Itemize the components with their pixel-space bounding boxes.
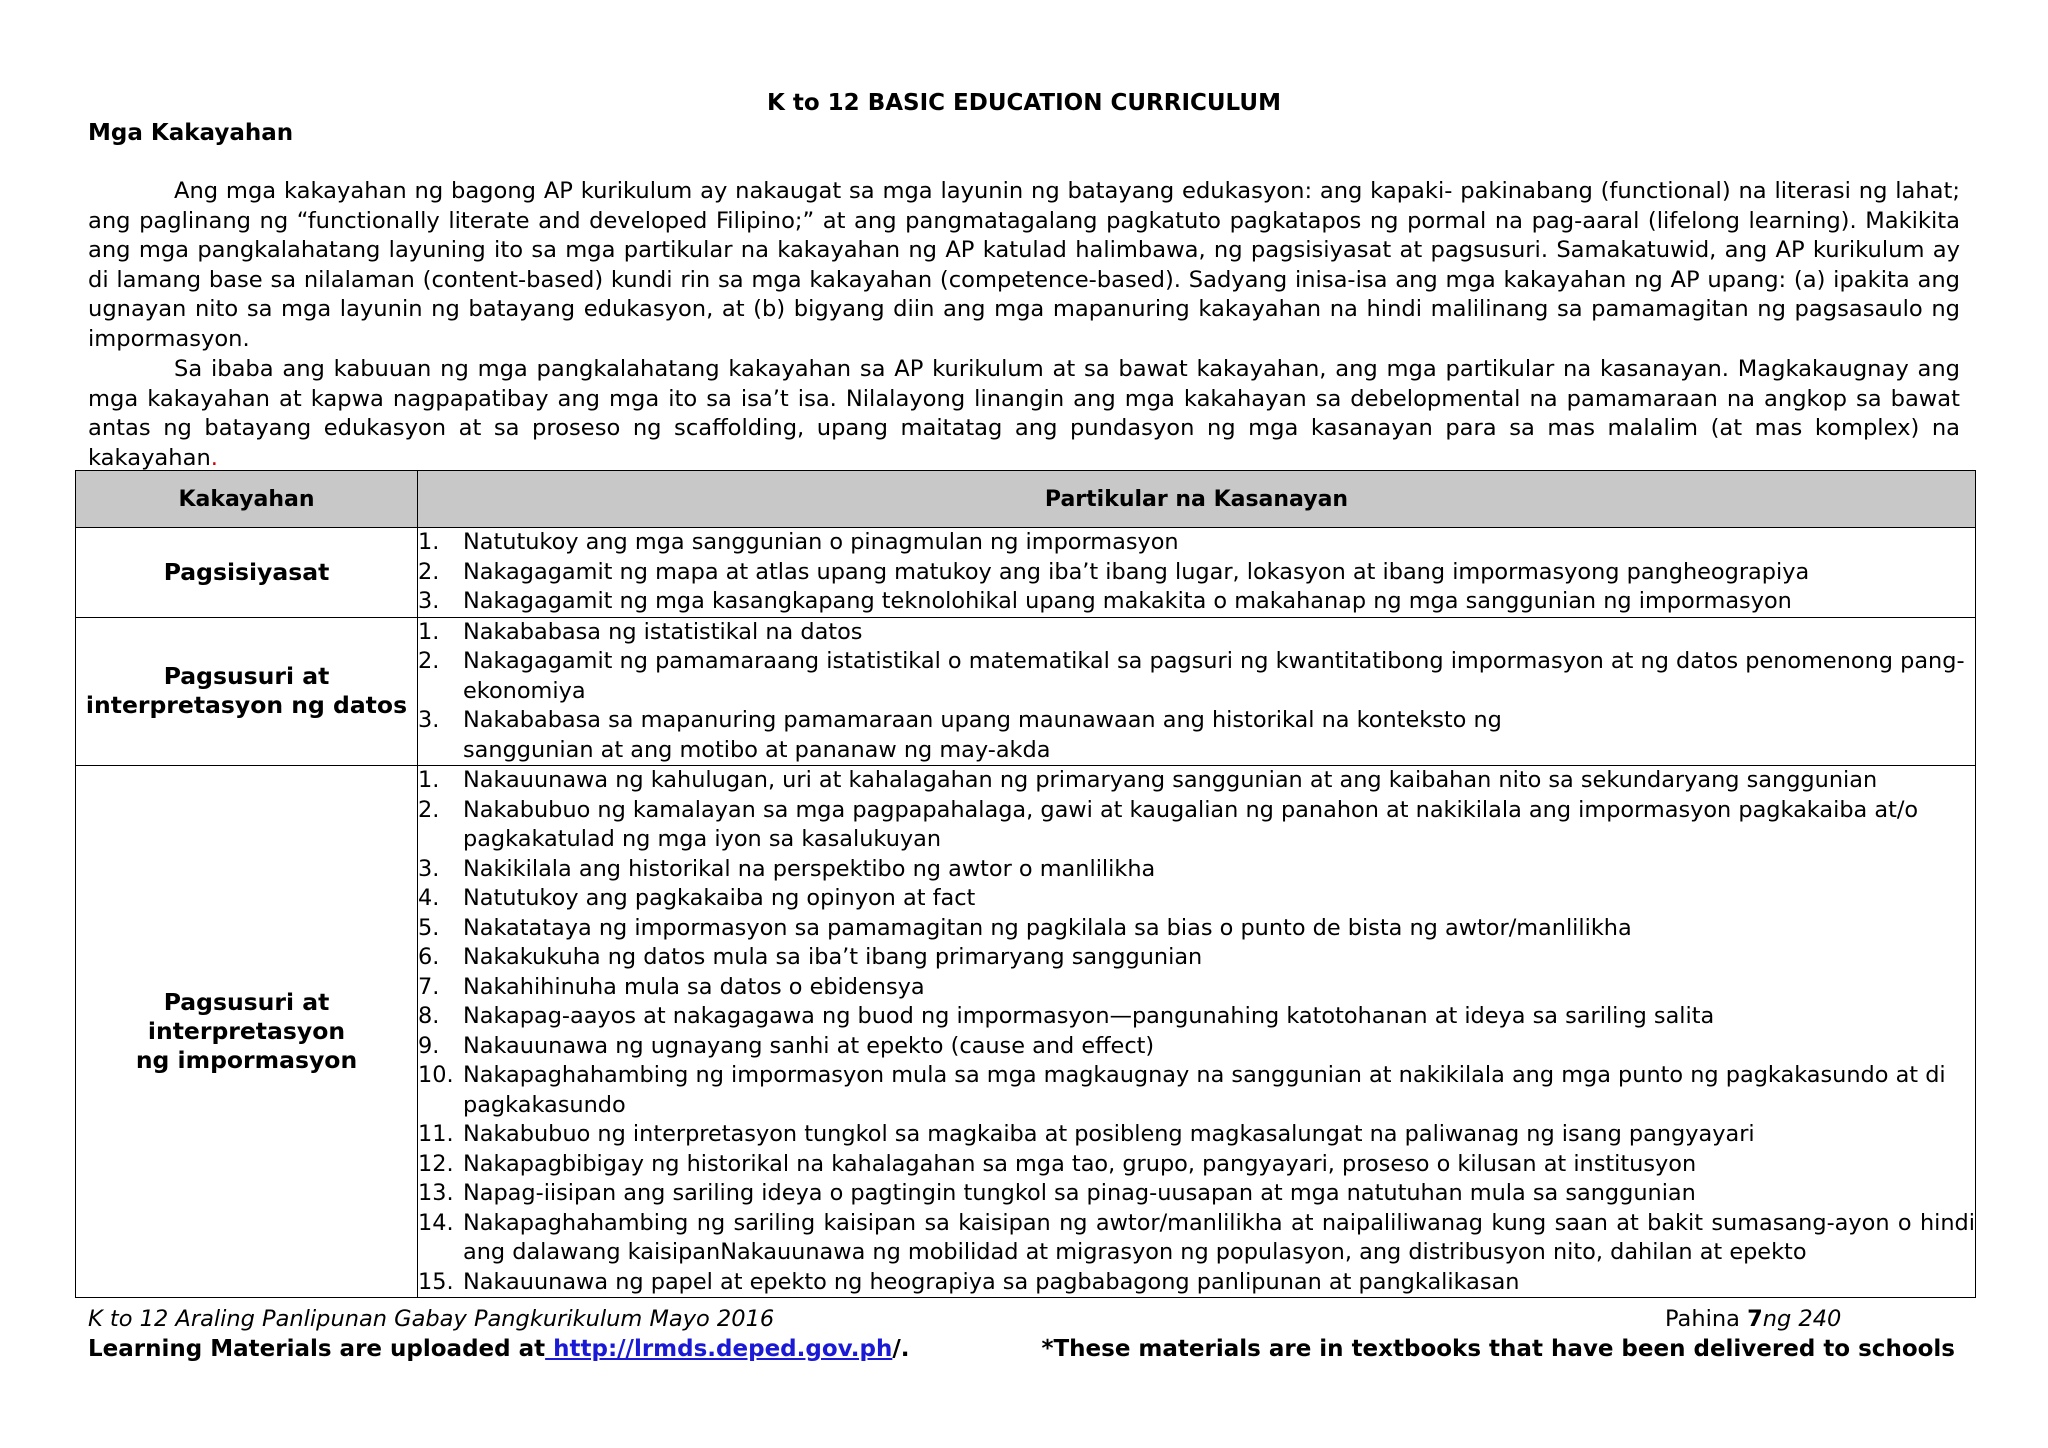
competency-list <box>418 618 1975 766</box>
intro-paragraph-2 <box>88 355 1960 473</box>
item-number: 14. <box>418 1209 454 1236</box>
upload-text: Learning Materials are uploaded at <box>88 1336 546 1362</box>
item-text: Nakagagamit ng pamamaraang istatistikal o matematikal sa pagsuri ng kwantitatibong impormasyon at ng datos penomenong pang-ekonomiya <box>463 648 1965 704</box>
item-number: 1. <box>418 618 440 645</box>
item-number: 9. <box>418 1032 440 1059</box>
item-number: 4. <box>418 885 440 911</box>
footer-upload-note <box>88 1336 909 1362</box>
item-number: 1. <box>418 767 440 793</box>
skill-label: Pagsusuri at interpretasyon ng impormasyon <box>135 988 358 1074</box>
item-text: Natutukoy ang mga sanggunian o pinagmulan ng impormasyon <box>463 529 1179 555</box>
competency-list <box>418 528 1975 617</box>
list-item <box>418 1179 1975 1209</box>
red-period: . <box>210 444 218 471</box>
item-number: 3. <box>418 707 440 733</box>
competency-cell <box>418 766 1976 1298</box>
item-number: 12. <box>418 1150 454 1177</box>
item-number: 13. <box>418 1180 454 1206</box>
table-row <box>76 528 1976 618</box>
item-text: Nakapaghahambing ng sariling kaisipan sa kaisipan ng awtor/manlilikha at naipaliliwanag kung saan at bakit sumasang-ayon o hindi ang dalawang kaisipanNakauunawa ng mobilidad at migrasyon ng populasyon, ang distribusyon nito, dahilan at epekto <box>463 1209 1975 1265</box>
competency-list <box>418 766 1975 1297</box>
document-title: K to 12 BASIC EDUCATION CURRICULUM <box>767 90 1281 116</box>
competency-cell <box>418 617 1976 766</box>
item-number: 6. <box>418 944 440 970</box>
item-text: Nakababasa ng istatistikal na datos <box>463 618 863 645</box>
item-text: Nakapagbibigay ng historikal na kahalagahan sa mga tao, grupo, pangyayari, proseso o kilusan at institusyon <box>463 1150 1697 1177</box>
skill-cell <box>76 766 418 1298</box>
item-number: 3. <box>418 855 440 882</box>
header-partikular-na-kasanayan: Partikular na Kasanayan <box>418 471 1976 528</box>
list-item <box>418 558 1975 588</box>
footer-page-number <box>1665 1306 1841 1332</box>
item-text: Nakagagamit ng mga kasangkapang teknolohikal upang makakita o makahanap ng mga sanggunian ng impormasyon <box>463 588 1792 614</box>
item-number: 3. <box>418 588 440 614</box>
page-prefix: Pahina <box>1665 1306 1748 1332</box>
section-heading: Mga Kakayahan <box>88 120 294 146</box>
item-text: Nakapag-aayos at nakagagawa ng buod ng impormasyon—pangunahing katotohanan at ideya sa sariling salita <box>463 1003 1715 1029</box>
item-number: 7. <box>418 973 440 1000</box>
item-text: Nakabubuo ng interpretasyon tungkol sa magkaiba at posibleng magkasalungat na paliwanag ng isang pangyayari <box>463 1121 1755 1147</box>
list-item <box>418 855 1975 885</box>
upload-end: /. <box>892 1336 910 1362</box>
item-text: Nakauunawa ng ugnayang sanhi at epekto (cause and effect) <box>463 1032 1155 1059</box>
competencies-table <box>75 470 1976 1298</box>
item-number: 1. <box>418 529 440 555</box>
item-text: Nakababasa sa mapanuring pamamaraan upang maunawaan ang historikal na konteksto ng sanggunian at ang motibo at pananaw ng may-akda <box>463 707 1502 763</box>
item-text: Natutukoy ang pagkakaiba ng opinyon at fact <box>463 885 976 911</box>
item-text: Nakakukuha ng datos mula sa iba’t ibang primaryang sanggunian <box>463 944 1203 970</box>
skill-cell: Pagsusuri at interpretasyon ng datos <box>76 617 418 766</box>
list-item <box>418 943 1975 973</box>
list-item <box>418 1268 1975 1298</box>
list-item <box>418 884 1975 914</box>
list-item <box>418 1209 1975 1268</box>
intro-paragraph-2-text: Sa ibaba ang kabuuan ng mga pangkalahatang kakayahan sa AP kurikulum at sa bawat kakayahan, ang mga partikular na kasanayan. Magkakaugnay ang mga kakayahan at kapwa nagpapatibay ang mga ito sa isa’t isa. Nilalayong linangin ang mga kakahayan sa debelopmental na pamamaraan na angkop sa bawat antas ng batayang edukasyon at sa proseso ng scaffolding, upang maitatag ang pundasyon ng mga kasanayan para sa mas malalim (at mas komplex) na kakayahan <box>88 356 1960 471</box>
item-text: Nakauunawa ng papel at epekto ng heograpiya sa pagbabagong panlipunan at pangkalikasan <box>463 1268 1520 1295</box>
list-item <box>418 1120 1975 1150</box>
list-item <box>418 618 1975 648</box>
item-number: 15. <box>418 1268 454 1295</box>
list-item <box>418 706 1975 765</box>
item-text: Napag-iisipan ang sariling ideya o pagtingin tungkol sa pinag-uusapan at mga natutuhan mula sa sanggunian <box>463 1180 1696 1206</box>
table-header-row <box>76 471 1976 528</box>
item-number: 11. <box>418 1121 454 1147</box>
list-item <box>418 766 1975 796</box>
list-item <box>418 1150 1975 1180</box>
item-number: 8. <box>418 1003 440 1029</box>
table-row <box>76 617 1976 766</box>
header-kakayahan: Kakayahan <box>76 471 418 528</box>
page-number: 7 <box>1747 1306 1763 1332</box>
item-number: 10. <box>418 1062 454 1088</box>
list-item <box>418 1061 1975 1120</box>
item-text: Nakapaghahambing ng impormasyon mula sa mga magkaugnay na sanggunian at nakikilala ang mga punto ng pagkakasundo at di pagkakasundo <box>463 1062 1946 1118</box>
skill-cell: Pagsisiyasat <box>76 528 418 618</box>
item-number: 5. <box>418 914 440 941</box>
item-number: 2. <box>418 558 440 585</box>
footer-document-name: K to 12 Araling Panlipunan Gabay Pangkurikulum Mayo 2016 <box>88 1306 775 1332</box>
item-text: Nakikilala ang historikal na perspektibo ng awtor o manlilikha <box>463 855 1156 882</box>
item-text: Nakahihinuha mula sa datos o ebidensya <box>463 973 925 1000</box>
item-number: 2. <box>418 648 440 674</box>
intro-paragraph-1: Ang mga kakayahan ng bagong AP kurikulum ay nakaugat sa mga layunin ng batayang edukasyon: ang kapaki- pakinabang (functional) na literasi ng lahat; ang paglinang ng “functionally literate and developed Filipino;” at ang pangmatagalang pagkatuto pagkatapos ng pormal na pag-aaral (lifelong learning). Makikita ang mga pangkalahatang layuning ito sa mga partikular na kakayahan ng AP katulad halimbawa, ng pagsisiyasat at pagsusuri. Samakatuwid, ang AP kurikulum ay di lamang base sa nilalaman (content-based) kundi rin sa mga kakayahan (competence-based). Sadyang inisa-isa ang mga kakayahan ng AP upang: (a) ipakita ang ugnayan nito sa mga layunin ng batayang edukasyon, at (b) bigyang diin ang mga mapanuring kakayahan na hindi malilinang sa pamamagitan ng pagsasaulo ng impormasyon. <box>88 178 1960 352</box>
list-item <box>418 914 1975 944</box>
competency-cell <box>418 528 1976 618</box>
item-number: 2. <box>418 796 440 823</box>
item-text: Nakatataya ng impormasyon sa pamamagitan ng pagkilala sa bias o punto de bista ng awtor/manlilikha <box>463 914 1632 941</box>
item-text: Nakabubuo ng kamalayan sa mga pagpapahalaga, gawi at kaugalian ng panahon at nakikilala ang impormasyon pagkakaiba at/o pagkakatulad ng mga iyon sa kasalukuyan <box>463 796 1919 852</box>
list-item <box>418 796 1975 855</box>
item-text: Nakagagamit ng mapa at atlas upang matukoy ang iba’t ibang lugar, lokasyon at ibang impormasyong pangheograpiya <box>463 558 1810 585</box>
table-row <box>76 766 1976 1298</box>
footer-notice: *These materials are in textbooks that have been delivered to schools <box>1041 1336 1955 1362</box>
list-item <box>418 587 1975 617</box>
lrmds-link[interactable]: http://lrmds.deped.gov.ph <box>545 1336 893 1362</box>
list-item <box>418 528 1975 558</box>
list-item <box>418 647 1975 706</box>
list-item <box>418 973 1975 1003</box>
list-item <box>418 1032 1975 1062</box>
list-item <box>418 1002 1975 1032</box>
page-suffix: ng 240 <box>1762 1306 1842 1332</box>
item-text: Nakauunawa ng kahulugan, uri at kahalagahan ng primaryang sanggunian at ang kaibahan nito sa sekundaryang sanggunian <box>463 767 1878 793</box>
